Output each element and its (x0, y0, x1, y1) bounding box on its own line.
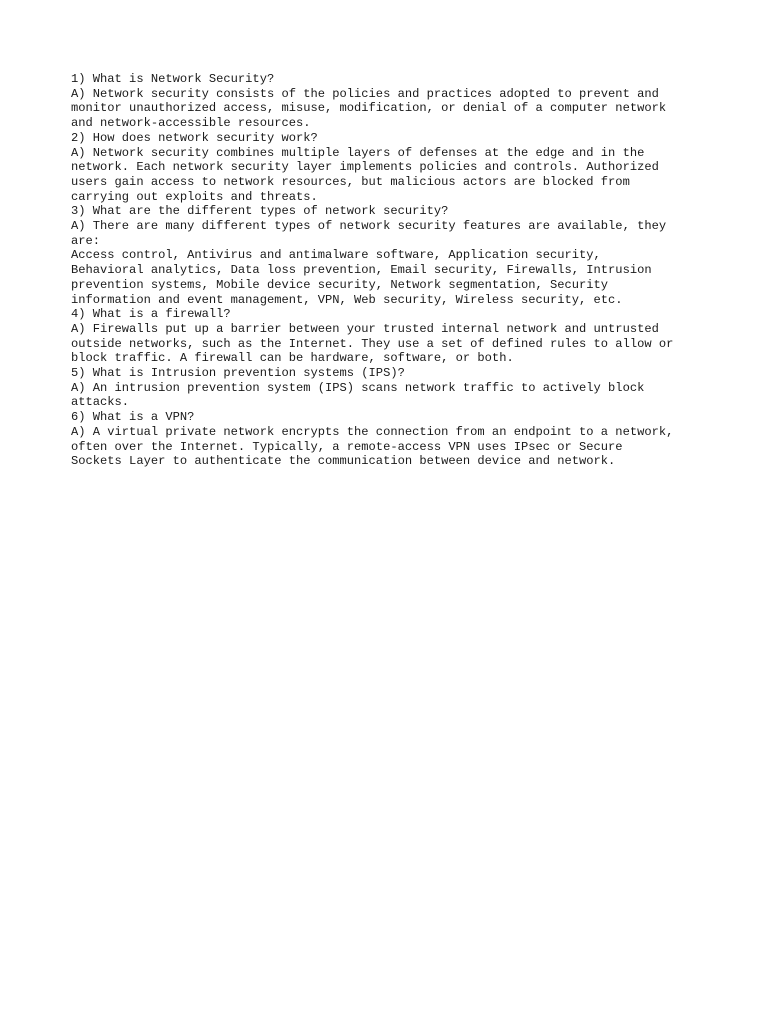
question-1: 1) What is Network Security? (71, 72, 275, 86)
answer-2-line-1: A) Network security combines multiple layers of defenses at the edge and in the (71, 145, 645, 160)
question-3: 3) What are the different types of network security? (71, 204, 449, 219)
answer-1-line-3: and network-accessible resources. (71, 116, 311, 131)
qa-item-6 (71, 410, 711, 469)
question-4: 4) What is a firewall? (71, 307, 231, 322)
question-2: 2) How does network security work? (71, 130, 318, 145)
answer-2-line-2: network. Each network security layer implements policies and controls. Authorized (71, 160, 659, 175)
qa-item-5 (71, 366, 711, 410)
answer-4-line-3: block traffic. A firewall can be hardware, software, or both. (71, 351, 514, 366)
answer-6-line-1: A) A virtual private network encrypts the connection from an endpoint to a network, (71, 424, 674, 439)
answer-3-line-2: are: (71, 233, 101, 248)
answer-3-line-3: Access control, Antivirus and antimalware software, Application security, (71, 248, 601, 263)
answer-3-line-5: prevention systems, Mobile device security, Network segmentation, Security (71, 277, 609, 292)
answer-6-line-2: often over the Internet. Typically, a remote-access VPN uses IPsec or Secure (71, 439, 623, 454)
answer-1-line-1: A) Network security consists of the policies and practices adopted to prevent and (71, 86, 659, 101)
answer-4-line-2: outside networks, such as the Internet. They use a set of defined rules to allow or (71, 336, 674, 351)
document-body (71, 72, 711, 469)
qa-item-1 (71, 72, 711, 131)
answer-2-line-3: users gain access to network resources, but malicious actors are blocked from (71, 174, 630, 189)
qa-item-3 (71, 204, 711, 307)
answer-2-line-4: carrying out exploits and threats. (71, 189, 318, 204)
answer-6-line-3: Sockets Layer to authenticate the communication between device and network. (71, 454, 616, 469)
answer-5-line-1: A) An intrusion prevention system (IPS) scans network traffic to actively block (71, 380, 645, 395)
qa-item-4 (71, 307, 711, 366)
answer-3-line-4: Behavioral analytics, Data loss prevention, Email security, Firewalls, Intrusion (71, 263, 652, 278)
answer-4-line-1: A) Firewalls put up a barrier between your trusted internal network and untrusted (71, 321, 659, 336)
answer-3-line-1: A) There are many different types of network security features are available, they (71, 219, 667, 234)
answer-1-line-2: monitor unauthorized access, misuse, modification, or denial of a computer network (71, 101, 667, 116)
question-6: 6) What is a VPN? (71, 410, 195, 425)
answer-3-line-6: information and event management, VPN, Web security, Wireless security, etc. (71, 292, 623, 307)
answer-5-line-2: attacks. (71, 395, 130, 410)
qa-item-2 (71, 131, 711, 205)
question-5: 5) What is Intrusion prevention systems (IPS)? (71, 366, 405, 381)
